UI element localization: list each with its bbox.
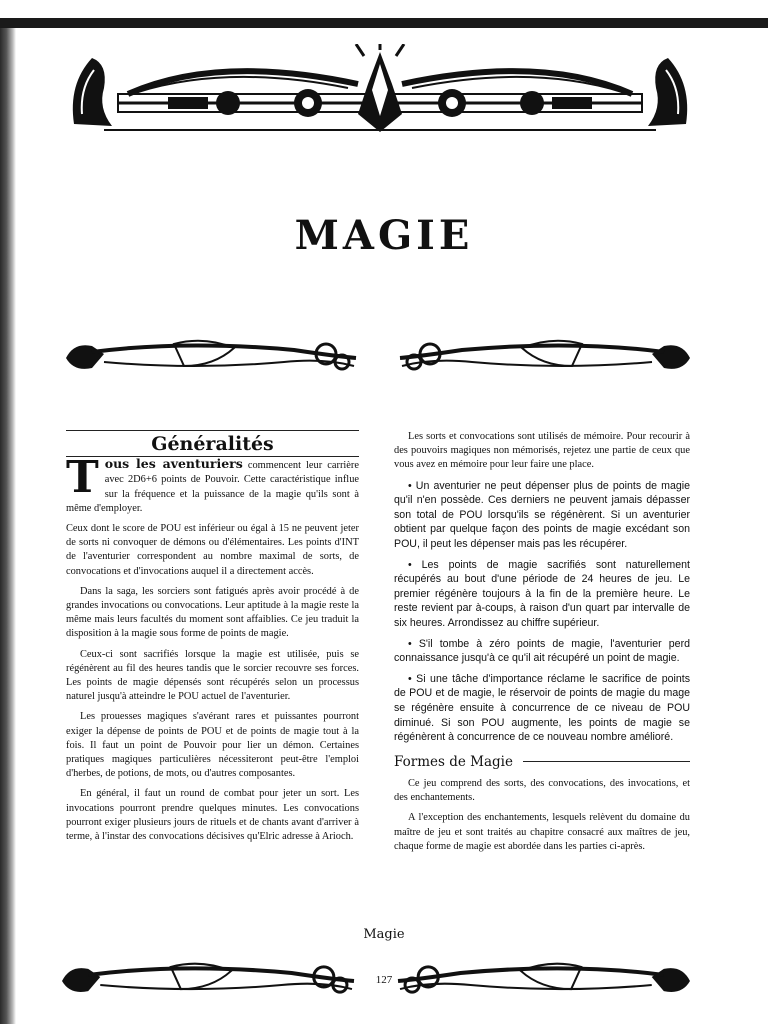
- paragraph: Ceux dont le score de POU est inférieur ou égal à 15 ne peuvent jeter de sorts ni convoquer de démons ou d'élémentaires. Les points d'INT de l'aventurier correspondent au nombre maximal de sorts, de convocations et d'invocations auquel il a directement accès.: [66, 523, 359, 577]
- subheading-formes-de-magie: [394, 755, 690, 769]
- drop-cap: T: [66, 452, 99, 504]
- right-column: [394, 430, 690, 860]
- bullet-item: • Les points de magie sacrifiés sont naturellement récupérés au bout d'une période de 24 heures de jeu. Le premier régénère toujours à la fin de la première heure. Le reste revient par à-coups, à raison d'un quart par intervalle de six heures. Arrondissez au chiffre supérieur.: [394, 558, 690, 629]
- scan-left-edge: [0, 28, 16, 1024]
- intro-paragraph: [66, 452, 359, 516]
- subheading-text: Formes de Magie: [394, 753, 513, 770]
- right-hand-ornament: [398, 336, 692, 378]
- intro-text: commencent leur carrière avec 2D6+6 points de Pouvoir. Cette caractéristique influe sur la fréquence et la puissance de la magie qu'ils sont à même d'employer.: [66, 460, 359, 514]
- paragraph: A l'exception des enchantements, lesquels relèvent du domaine du maître de jeu et sont traités au chapitre consacré aux maîtres de jeu, chaque forme de magie est abordée dans les parties ci-après.: [394, 812, 690, 852]
- bullet-item: • Si une tâche d'importance réclame le sacrifice de points de POU et de magie, le réservoir de points de magie du mage se régénère ensuite à concurrence de ce niveau de POU diminué. Si son POU augmente, les points de magie se régénèrent à concurrence de ce nouveau nombre amélioré.: [394, 672, 690, 744]
- paragraph: Ceux-ci sont sacrifiés lorsque la magie est utilisée, puis se régénèrent au fil des heures tandis que le sorcier recouvre ses forces. Les points de magie dépensés sont récupérés selon un processus naturel jusqu'à atteindre le POU actuel de l'aventurier.: [66, 648, 359, 703]
- paragraph: Dans la saga, les sorciers sont fatigués après avoir procédé à de grandes invocations ou convocations. Leur aptitude à la magie reste la même mais leurs facultés du moment sont affaiblies. Ce jeu traduit la disposition à la magie sous forme de points de magie.: [66, 585, 359, 640]
- paragraph: Ce jeu comprend des sorts, des convocations, des invocations, et des enchantements.: [394, 777, 690, 804]
- paragraph: Les sorts et convocations sont utilisés de mémoire. Pour recourir à des pouvoirs magiques non mémorisés, rejetez une partie de ceux que vous avez en mémoire pour leur faire une place.: [394, 431, 690, 471]
- subheading-rule: [523, 761, 690, 762]
- scan-top-edge: [0, 18, 768, 28]
- bottom-right-ornament: [396, 958, 692, 1002]
- bullet-item: • S'il tombe à zéro points de magie, l'aventurier perd connaissance jusqu'à ce qu'il ait récupéré un point de magie.: [394, 637, 690, 665]
- section-heading-generalites: Généralités: [151, 433, 274, 455]
- page-title: MAGIE: [294, 212, 474, 259]
- bottom-left-ornament: [60, 958, 356, 1002]
- footer-label: Magie: [363, 927, 405, 942]
- paragraph: En général, il faut un round de combat pour jeter un sort. Les invocations pourront prendre quelques minutes. Les convocations pourront exiger plusieurs jours de rituels et de chants avant d'arriver à terme, à l'instar des convocations décisives qu'Elric adresse à Arioch.: [66, 788, 359, 843]
- lead-phrase: ous les aventuriers: [104, 456, 243, 472]
- left-column: [66, 430, 359, 850]
- paragraph: Les prouesses magiques s'avérant rares et puissantes pourront exiger la dépense de points de POU et de points de magie tout à la fois. Il faut un point de Pouvoir pour lier un démon. Certaines pratiques magiques particulières nécessiteront peut-être l'emploi d'herbes, de potions, de mots, ou d'autres composantes.: [66, 711, 359, 780]
- page-number: 127: [375, 974, 393, 986]
- heading-rule-top: [66, 430, 359, 431]
- bullet-item: • Un aventurier ne peut dépenser plus de points de magie qu'il n'en possède. Ces derniers ne peuvent jamais dépasser son total de POU lorsqu'ils se régénèrent. Si un aventurier obtient par quelque façon des points de magie excédant son POU, il peut les dépenser mais pas les récupérer.: [394, 479, 690, 550]
- top-ornament-banner: [68, 44, 692, 136]
- left-hand-ornament: [64, 336, 358, 378]
